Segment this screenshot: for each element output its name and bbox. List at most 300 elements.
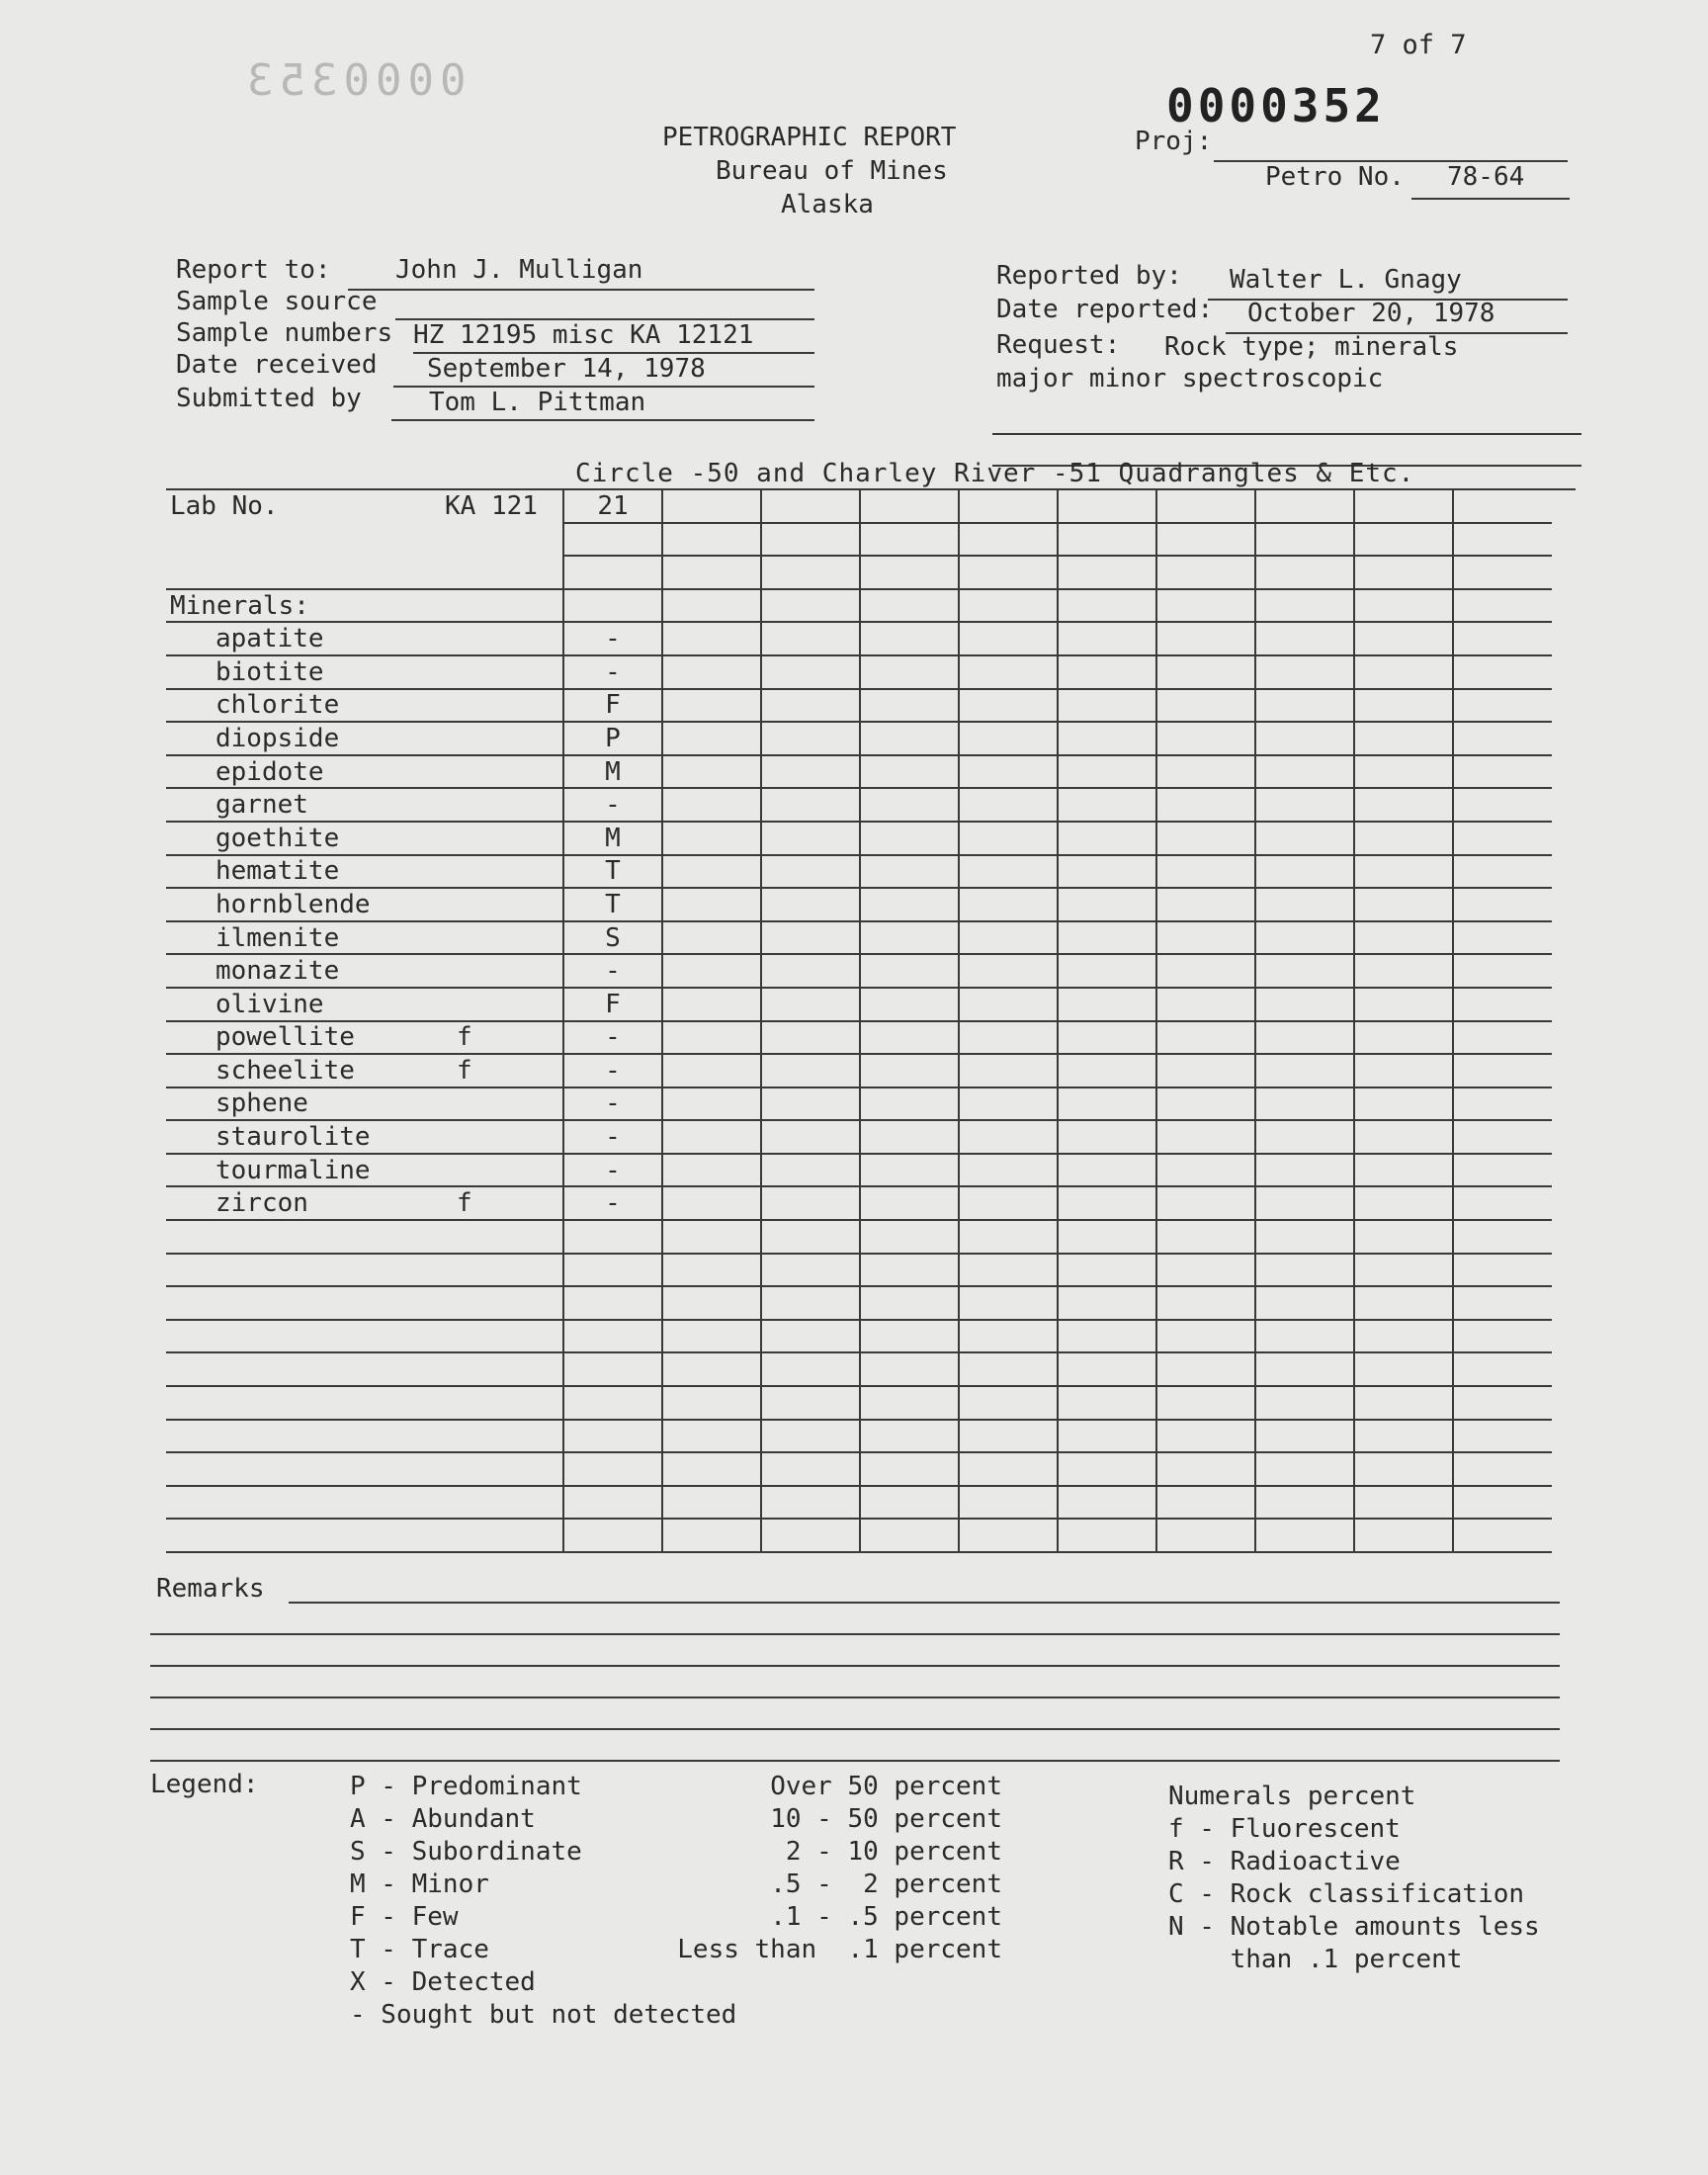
- remarks-line: [150, 1728, 1560, 1730]
- lab-no-label: Lab No.: [170, 491, 279, 522]
- grid-cell: [563, 1220, 662, 1254]
- grid-cell: [959, 589, 1058, 623]
- mineral-row: [166, 1054, 1552, 1088]
- grid-cell: [1354, 888, 1453, 921]
- grid-cell: [761, 788, 860, 822]
- grid-cell: [959, 1054, 1058, 1088]
- stamp-number: 0000352: [1166, 79, 1386, 132]
- petro-label: Petro No.: [1265, 162, 1405, 192]
- grid-cell: [860, 1452, 959, 1486]
- grid-cell: [1156, 1021, 1255, 1055]
- mineral-flag: f: [445, 1054, 563, 1088]
- grid-cell: [563, 1519, 662, 1552]
- grid-cell: [1058, 1286, 1156, 1320]
- mineral-name: sphene: [166, 1088, 445, 1121]
- lab-no-row: [166, 490, 1552, 523]
- grid-cell: [1354, 1320, 1453, 1353]
- blank-cell: [166, 1254, 445, 1287]
- grid-cell: [959, 888, 1058, 921]
- grid-cell: [761, 988, 860, 1021]
- mineral-name: chlorite: [166, 689, 445, 723]
- grid-cell: [1156, 655, 1255, 689]
- grid-cell: [662, 589, 761, 623]
- legend-note: N - Notable amounts less: [1168, 1912, 1540, 1942]
- mineral-value: M: [563, 822, 662, 855]
- grid-cell: [662, 1286, 761, 1320]
- grid-cell: [1255, 1254, 1354, 1287]
- grid-cell: [761, 1420, 860, 1453]
- grid-cell: [1354, 921, 1453, 955]
- grid-cell: [662, 689, 761, 723]
- grid-cell: [662, 1486, 761, 1520]
- grid-cell: [1255, 1420, 1354, 1453]
- grid-cell: [1058, 622, 1156, 655]
- grid-cell: [1453, 689, 1552, 723]
- grid-cell: [959, 1352, 1058, 1386]
- mineral-value: -: [563, 1021, 662, 1055]
- grid-cell: [1156, 988, 1255, 1021]
- legend-range: .5 - 2 percent: [770, 1870, 1002, 1899]
- grid-cell: [1255, 556, 1354, 589]
- grid-cell: [1255, 788, 1354, 822]
- grid-cell: [1156, 1054, 1255, 1088]
- grid-cell: [1058, 1519, 1156, 1552]
- grid-cell: [1255, 921, 1354, 955]
- grid-cell: [1255, 1021, 1354, 1055]
- mineral-row: [166, 722, 1552, 755]
- grid-cell: [1058, 1352, 1156, 1386]
- grid-cell: [1255, 888, 1354, 921]
- grid-cell: [860, 1486, 959, 1520]
- petro-line: [1411, 198, 1570, 200]
- legend-code: M - Minor: [350, 1870, 489, 1899]
- grid-cell: [959, 954, 1058, 988]
- grid-cell: [662, 1452, 761, 1486]
- mineral-value: F: [563, 689, 662, 723]
- grid-cell: [959, 556, 1058, 589]
- blank-row: [166, 1486, 1552, 1520]
- mineral-row: [166, 1154, 1552, 1187]
- remarks-line: [150, 1633, 1560, 1635]
- submitted-by-label: Submitted by: [176, 384, 362, 413]
- grid-cell: [563, 1452, 662, 1486]
- sample-numbers-value: HZ 12195 misc KA 12121: [413, 320, 754, 350]
- grid-cell: [761, 1120, 860, 1154]
- mineral-value: -: [563, 1186, 662, 1220]
- lab-no-prefix: KA 121: [445, 491, 538, 522]
- grid-cell: [959, 1519, 1058, 1552]
- sample-numbers-label: Sample numbers: [176, 318, 393, 348]
- grid-cell: [563, 589, 662, 623]
- mineral-flag: [445, 822, 563, 855]
- mineral-flag: [445, 921, 563, 955]
- mineral-flag: [445, 1120, 563, 1154]
- mineral-row: [166, 855, 1552, 889]
- mineral-name: powellite: [166, 1021, 445, 1055]
- grid-cell: [1156, 954, 1255, 988]
- grid-cell: [761, 1220, 860, 1254]
- mineral-table: [166, 490, 1552, 1553]
- blank-cell: [166, 1220, 445, 1254]
- grid-cell: [1058, 822, 1156, 855]
- legend-code: T - Trace: [350, 1935, 489, 1964]
- grid-cell: [1058, 655, 1156, 689]
- grid-cell: [761, 523, 860, 557]
- mineral-flag: f: [445, 1021, 563, 1055]
- grid-cell: [1156, 1486, 1255, 1520]
- mineral-row: [166, 1021, 1552, 1055]
- mineral-flag: [445, 888, 563, 921]
- grid-cell: [761, 589, 860, 623]
- grid-cell: [1255, 1519, 1354, 1552]
- grid-cell: [860, 855, 959, 889]
- remarks-line: [150, 1665, 1560, 1667]
- grid-cell: [662, 490, 761, 523]
- legend-label: Legend:: [150, 1770, 259, 1799]
- grid-cell: [959, 689, 1058, 723]
- grid-cell: [1156, 523, 1255, 557]
- grid-cell: [1156, 1519, 1255, 1552]
- grid-cell: [1453, 655, 1552, 689]
- grid-cell: [1255, 954, 1354, 988]
- grid-cell: [761, 954, 860, 988]
- mineral-value: T: [563, 855, 662, 889]
- legend-code: X - Detected: [350, 1967, 536, 1997]
- grid-cell: [1453, 954, 1552, 988]
- grid-cell: [1453, 1120, 1552, 1154]
- grid-cell: [1453, 1021, 1552, 1055]
- grid-cell: [959, 655, 1058, 689]
- blank-cell: [445, 523, 563, 557]
- grid-cell: [1453, 1254, 1552, 1287]
- grid-cell: [959, 1386, 1058, 1420]
- grid-cell: [959, 1220, 1058, 1254]
- mineral-name: diopside: [166, 722, 445, 755]
- minerals-label: Minerals:: [166, 589, 445, 623]
- legend-code: A - Abundant: [350, 1804, 536, 1834]
- proj-label: Proj:: [1135, 127, 1213, 156]
- grid-cell: [959, 622, 1058, 655]
- grid-cell: [761, 1054, 860, 1088]
- grid-cell: [1354, 855, 1453, 889]
- legend-note: C - Rock classification: [1168, 1879, 1525, 1909]
- date-received-label: Date received: [176, 350, 378, 380]
- grid-cell: [1354, 722, 1453, 755]
- grid-cell: [761, 755, 860, 789]
- blank-row: [166, 1220, 1552, 1254]
- grid-cell: [1255, 1154, 1354, 1187]
- grid-cell: [1255, 1486, 1354, 1520]
- grid-cell: [1058, 1054, 1156, 1088]
- legend-range: Less than .1 percent: [677, 1935, 1002, 1964]
- grid-cell: [1255, 1320, 1354, 1353]
- grid-cell: [662, 1054, 761, 1088]
- grid-cell: [1453, 1088, 1552, 1121]
- grid-cell: [1058, 556, 1156, 589]
- grid-cell: [860, 490, 959, 523]
- grid-cell: [959, 523, 1058, 557]
- grid-cell: [1255, 1352, 1354, 1386]
- grid-cell: [1058, 1320, 1156, 1353]
- grid-cell: [662, 954, 761, 988]
- grid-cell: [959, 1420, 1058, 1453]
- grid-cell: [1255, 490, 1354, 523]
- grid-cell: [1058, 755, 1156, 789]
- petro-value: 78-64: [1447, 162, 1525, 192]
- grid-cell: [1354, 1088, 1453, 1121]
- grid-cell: [1453, 888, 1552, 921]
- blank-cell: [166, 1486, 445, 1520]
- blank-cell: [166, 1286, 445, 1320]
- grid-cell: [860, 888, 959, 921]
- mineral-row: [166, 689, 1552, 723]
- grid-cell: [860, 1154, 959, 1187]
- grid-cell: [1354, 1420, 1453, 1453]
- grid-cell: [1255, 755, 1354, 789]
- grid-cell: [1255, 1286, 1354, 1320]
- grid-cell: [860, 1420, 959, 1453]
- reported-by-value: Walter L. Gnagy: [1230, 265, 1462, 295]
- grid-cell: [761, 1519, 860, 1552]
- grid-cell: [1354, 1021, 1453, 1055]
- mineral-name: zircon: [166, 1186, 445, 1220]
- grid-cell: [1156, 1220, 1255, 1254]
- grid-cell: [761, 1186, 860, 1220]
- grid-cell: [1058, 988, 1156, 1021]
- blank-cell: [445, 1486, 563, 1520]
- header-blank-row: [166, 556, 1552, 589]
- grid-cell: [1453, 788, 1552, 822]
- blank-cell: [166, 1452, 445, 1486]
- mineral-row: [166, 888, 1552, 921]
- legend-range: 2 - 10 percent: [770, 1837, 1002, 1867]
- mineral-value: -: [563, 1120, 662, 1154]
- grid-cell: [860, 722, 959, 755]
- grid-cell: [1453, 822, 1552, 855]
- grid-cell: [1354, 689, 1453, 723]
- mineral-name: hematite: [166, 855, 445, 889]
- grid-cell: [761, 1452, 860, 1486]
- grid-cell: [761, 556, 860, 589]
- mineral-flag: [445, 1088, 563, 1121]
- grid-cell: [1255, 1186, 1354, 1220]
- mineral-value: -: [563, 1054, 662, 1088]
- grid-cell: [1255, 523, 1354, 557]
- mineral-row: [166, 1186, 1552, 1220]
- grid-cell: [1453, 1186, 1552, 1220]
- mineral-flag: [445, 622, 563, 655]
- grid-cell: [662, 722, 761, 755]
- grid-cell: [1058, 1220, 1156, 1254]
- grid-cell: [1156, 755, 1255, 789]
- grid-cell: [662, 1088, 761, 1121]
- grid-cell: [959, 1486, 1058, 1520]
- grid-cell: [959, 1154, 1058, 1187]
- grid-cell: [1453, 1220, 1552, 1254]
- blank-row: [166, 1386, 1552, 1420]
- grid-cell: [1156, 1352, 1255, 1386]
- grid-cell: [662, 988, 761, 1021]
- grid-cell: [1058, 589, 1156, 623]
- grid-cell: [761, 689, 860, 723]
- grid-cell: [1354, 1154, 1453, 1187]
- blank-row: [166, 1420, 1552, 1453]
- remarks-line: [150, 1696, 1560, 1698]
- grid-cell: [1255, 822, 1354, 855]
- grid-cell: [1156, 490, 1255, 523]
- mineral-value: -: [563, 1088, 662, 1121]
- grid-cell: [1453, 921, 1552, 955]
- grid-cell: [860, 622, 959, 655]
- grid-cell: [761, 1154, 860, 1187]
- grid-cell: [860, 954, 959, 988]
- grid-cell: [761, 1286, 860, 1320]
- grid-cell: [1156, 822, 1255, 855]
- grid-cell: [1453, 1486, 1552, 1520]
- grid-cell: [1058, 921, 1156, 955]
- grid-cell: [1058, 1452, 1156, 1486]
- grid-cell: [563, 1254, 662, 1287]
- grid-cell: [662, 921, 761, 955]
- reported-by-label: Reported by:: [996, 261, 1182, 291]
- grid-cell: [1058, 788, 1156, 822]
- grid-cell: [1255, 589, 1354, 623]
- mirrored-number: 0000353: [241, 55, 467, 106]
- grid-cell: [1354, 655, 1453, 689]
- grid-cell: [1354, 755, 1453, 789]
- blank-cell: [445, 1519, 563, 1552]
- mineral-flag: [445, 722, 563, 755]
- grid-cell: [662, 1386, 761, 1420]
- grid-cell: [959, 1320, 1058, 1353]
- mineral-value: T: [563, 888, 662, 921]
- grid-cell: [1354, 1054, 1453, 1088]
- grid-cell: [1453, 1420, 1552, 1453]
- grid-cell: [860, 589, 959, 623]
- grid-cell: [860, 822, 959, 855]
- blank-cell: [166, 556, 445, 589]
- mineral-flag: [445, 689, 563, 723]
- blank-cell: [166, 1386, 445, 1420]
- request-value: Rock type; minerals: [1164, 332, 1459, 362]
- grid-cell: [959, 988, 1058, 1021]
- mineral-row: [166, 1088, 1552, 1121]
- grid-cell: [1156, 1286, 1255, 1320]
- grid-cell: [1255, 1386, 1354, 1420]
- grid-cell: [860, 1254, 959, 1287]
- header-blank-row: [166, 523, 1552, 557]
- grid-cell: [1156, 589, 1255, 623]
- grid-cell: [1156, 1154, 1255, 1187]
- grid-cell: [662, 788, 761, 822]
- grid-cell: [1354, 1452, 1453, 1486]
- grid-cell: [1453, 523, 1552, 557]
- grid-cell: [860, 655, 959, 689]
- mineral-name: apatite: [166, 622, 445, 655]
- grid-cell: [1156, 888, 1255, 921]
- blank-row: [166, 1519, 1552, 1552]
- report-title: PETROGRAPHIC REPORT: [662, 123, 957, 152]
- blank-cell: [445, 1286, 563, 1320]
- grid-cell: [860, 523, 959, 557]
- grid-cell: [1058, 855, 1156, 889]
- grid-cell: [1255, 1054, 1354, 1088]
- legend-code: - Sought but not detected: [350, 2000, 737, 2030]
- blank-row: [166, 1254, 1552, 1287]
- grid-cell: [1058, 1186, 1156, 1220]
- grid-cell: [860, 1286, 959, 1320]
- grid-cell: [662, 1154, 761, 1187]
- grid-cell: [1156, 1120, 1255, 1154]
- blank-row: [166, 1286, 1552, 1320]
- grid-cell: [761, 1021, 860, 1055]
- legend-range: .1 - .5 percent: [770, 1902, 1002, 1932]
- grid-cell: [1156, 921, 1255, 955]
- grid-cell: [1453, 1386, 1552, 1420]
- grid-cell: [1255, 655, 1354, 689]
- grid-cell: [1156, 689, 1255, 723]
- mineral-name: staurolite: [166, 1120, 445, 1154]
- mineral-row: [166, 921, 1552, 955]
- grid-cell: [761, 921, 860, 955]
- remarks-label: Remarks: [156, 1574, 265, 1604]
- grid-cell: [959, 822, 1058, 855]
- mineral-value: M: [563, 755, 662, 789]
- blank-cell: [166, 1519, 445, 1552]
- grid-cell: [1354, 1486, 1453, 1520]
- grid-cell: [1058, 490, 1156, 523]
- mineral-flag: [445, 855, 563, 889]
- grid-cell: [1453, 589, 1552, 623]
- grid-cell: [1156, 722, 1255, 755]
- legend-range: 10 - 50 percent: [770, 1804, 1002, 1834]
- grid-cell: [860, 1386, 959, 1420]
- grid-cell: [1453, 1154, 1552, 1187]
- grid-cell: [860, 1021, 959, 1055]
- grid-cell: [1156, 1088, 1255, 1121]
- grid-cell: [1058, 689, 1156, 723]
- grid-cell: [1058, 1120, 1156, 1154]
- grid-cell: [1255, 689, 1354, 723]
- grid-cell: [860, 788, 959, 822]
- grid-cell: [1156, 1452, 1255, 1486]
- mineral-row: [166, 988, 1552, 1021]
- grid-cell: [1354, 1254, 1453, 1287]
- grid-cell: [1354, 1220, 1453, 1254]
- grid-cell: [1058, 1254, 1156, 1287]
- request-line-a: [992, 433, 1581, 435]
- grid-cell: [563, 556, 662, 589]
- grid-cell: [662, 1186, 761, 1220]
- sample-source-label: Sample source: [176, 287, 378, 316]
- grid-cell: [563, 1352, 662, 1386]
- grid-cell: [860, 1186, 959, 1220]
- grid-cell: [860, 1088, 959, 1121]
- grid-cell: [860, 755, 959, 789]
- grid-cell: [1354, 1186, 1453, 1220]
- grid-cell: [1354, 490, 1453, 523]
- grid-cell: [662, 822, 761, 855]
- blank-cell: [445, 1320, 563, 1353]
- grid-cell: [1255, 1120, 1354, 1154]
- blank-cell: [445, 1420, 563, 1453]
- grid-cell: [959, 1254, 1058, 1287]
- grid-cell: [563, 1320, 662, 1353]
- grid-cell: [1354, 556, 1453, 589]
- grid-cell: [860, 1519, 959, 1552]
- grid-cell: [662, 655, 761, 689]
- grid-cell: [563, 1486, 662, 1520]
